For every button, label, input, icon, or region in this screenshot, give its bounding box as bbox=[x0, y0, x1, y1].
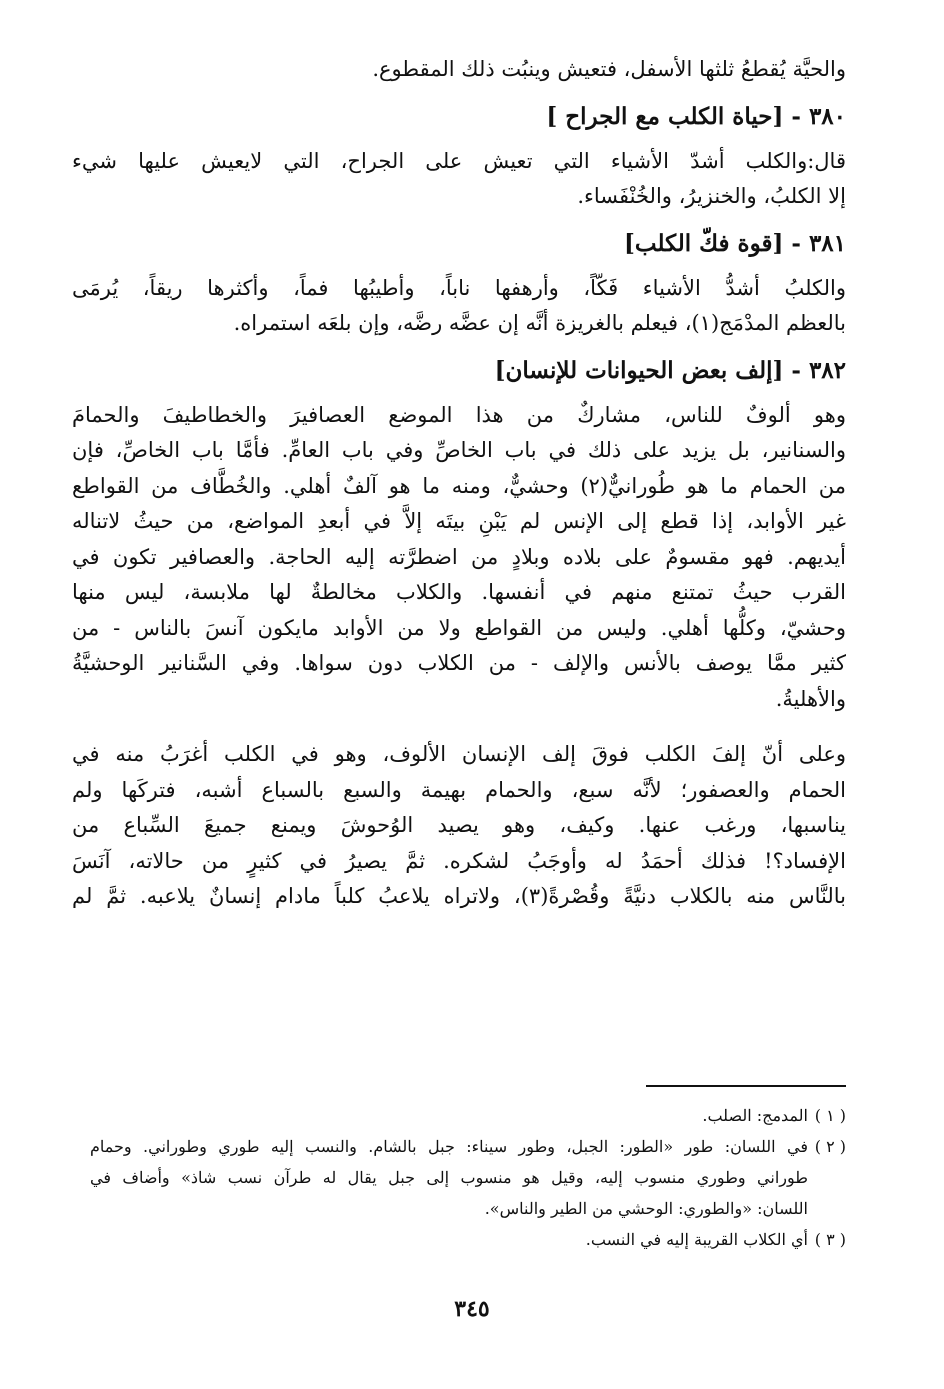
section-381-paragraph bbox=[72, 271, 846, 342]
section-380-paragraph bbox=[72, 144, 846, 215]
footnotes bbox=[90, 1100, 846, 1255]
text-line: اللسان: «والطوري: الوحشي من الطير والناس». bbox=[484, 1199, 808, 1218]
text-line: وحشيّ، وكلُّها أهلي. وليس من القواطع ولا من الأوابد مايكون آنسَ بالناس - من bbox=[72, 615, 846, 640]
text-line: إلا الكلبُ، والخنزيرُ، والخُنْفَساء. bbox=[577, 184, 846, 208]
footnote-2 bbox=[90, 1131, 846, 1224]
footnote-text bbox=[90, 1224, 808, 1255]
text-line: أي الكلاب القريبة إليه في النسب. bbox=[585, 1230, 808, 1249]
text-line: المدمج: الصلب. bbox=[702, 1106, 808, 1125]
footnote-1 bbox=[90, 1100, 846, 1131]
text-line: وعلى أنّ إلفَ الكلب فوقَ إلف الإنسان الألوف، وهو في الكلب أغرَبُ منه في bbox=[72, 742, 846, 766]
text-line: كثير ممَّا يوصف بالأنس والإلف - من الكلاب دون سواها. وفي السَّنانير الوحشيَّةُ bbox=[72, 651, 846, 675]
footnote-number: ( ٣ ) bbox=[814, 1230, 846, 1249]
footnote-number: ( ١ ) bbox=[814, 1106, 846, 1125]
text-line: القرب حيثُ تمتنع منهم في أنفسها. والكلاب مخالطةٌ لها ملابسة، ليس منها bbox=[72, 580, 846, 604]
footnote-3 bbox=[90, 1224, 846, 1255]
text-line: والكلبُ أشدُّ الأشياء فَكّاً، وأرهفها ناباً، وأطيبُها فماً، وأكثرها ريقاً، يُرمَى bbox=[72, 275, 846, 300]
footnote-number: ( ٢ ) bbox=[814, 1137, 846, 1156]
text-line: طوراني وطوري منسوب إليه، وقيل هو منسوب إلى جبل يقال له طرآن نسب شاذ» وأضاف في bbox=[90, 1168, 808, 1187]
text-line: والأهليةُ. bbox=[775, 686, 846, 711]
text-line: الإفساد؟! فذلك أحمَدُ له وأوجَبُ لشكره. ثمَّ يصيرُ في كثيرٍ من حالاته، آنَسَ bbox=[72, 848, 846, 873]
text-line: في اللسان: طور «الطور: الجبل، وطور سيناء: جبل بالشام. والنسب إليه طوري وطوراني. وحمام bbox=[90, 1137, 808, 1156]
intro-paragraph bbox=[72, 52, 846, 88]
section-heading-381: ٣٨١ - [قوة فكّ الكلب] bbox=[623, 229, 846, 257]
text-line: والسنانير، بل يزيد على ذلك في باب الخاصِّ وفي باب العامِّ. فأمَّا باب الخاصِّ، فإن bbox=[72, 438, 846, 462]
footnote-text bbox=[90, 1131, 808, 1224]
text-line: بالنَّاس منه بالكلاب دنيَّةً وقُصْرةً(٣)، ولاتراه يلاعبُ كلباً مادام إنسانٌ يلاعبه. ثمَّ لم bbox=[72, 884, 846, 908]
text-line: يناسبها، ورغب عنها. وكيف، وهو يصيد الوُحوشَ ويمنع جميعَ السِّباع من bbox=[72, 813, 846, 837]
footnote-text bbox=[90, 1100, 808, 1131]
section-382-paragraph-1 bbox=[72, 398, 846, 718]
section-heading-380: ٣٨٠ - [حياة الكلب مع الجراح ] bbox=[546, 102, 846, 130]
text-line: غير الأوابد، إذا قطع إلى الإنس لم يَبْنِ بيتَه إلاَّ في أبعدِ المواضع، من حيثُ لاتناله bbox=[72, 509, 846, 533]
text-line: قال:والكلب أشدّ الأشياء التي تعيش على الجراح، التي لايعيش عليها شيء bbox=[72, 148, 846, 173]
text-line: الحمام والعصفور؛ لأنَّه سبع، والحمام بهيمة والسبع بالسباع أشبه، فتركَها ولم bbox=[72, 777, 846, 802]
text-line: وهو ألوفٌ للناس، مشاركٌ من هذا الموضع العصافيرَ والخطاطيفَ والحمامَ bbox=[72, 402, 846, 427]
page-number: ٣٤٥ bbox=[454, 1296, 490, 1322]
section-382-paragraph-2 bbox=[72, 737, 846, 915]
text-line: بالعظم المدْمَج(١)، فيعلم بالغريزة أنَّه إن عضَّه رضَّه، وإن بلعَه استمراه. bbox=[233, 311, 846, 335]
page-body bbox=[72, 52, 846, 915]
text-line: من الحمام ما هو طُورانيٌّ(٢) وحشيٌّ، ومنه ما هو آلفٌ أهلي. والخُطَّاف من القواطع bbox=[72, 473, 846, 498]
footnote-divider bbox=[646, 1085, 846, 1087]
section-heading-382: ٣٨٢ - [إلف بعض الحيوانات للإنسان] bbox=[494, 356, 846, 384]
text-line: والحيَّة يُقطعُ ثلثها الأسفل، فتعيش وينبُت ذلك المقطوع. bbox=[372, 57, 846, 81]
text-line: أيديهم. فهو مقسومٌ على بلاده وبلادٍ من اضطرَّته إليه الحاجة. والعصافير تكون في bbox=[72, 544, 846, 569]
